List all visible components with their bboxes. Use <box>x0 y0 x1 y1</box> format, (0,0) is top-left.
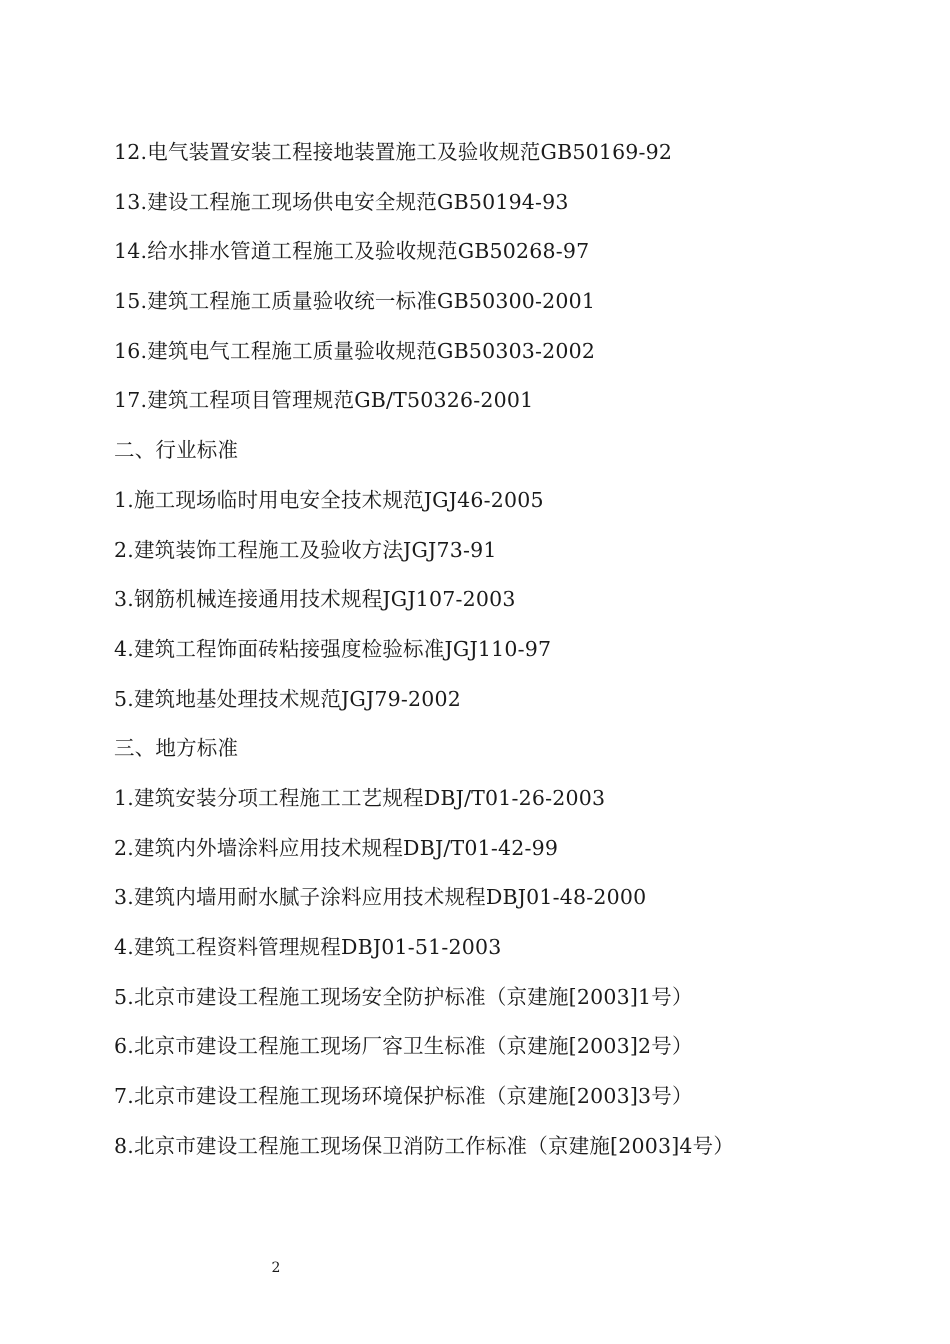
list-item: 2.建筑装饰工程施工及验收方法JGJ73-91 <box>114 537 497 562</box>
list-item: 7.北京市建设工程施工现场环境保护标准（京建施[2003]3号） <box>114 1084 693 1109</box>
page-number: 2 <box>271 1260 281 1276</box>
list-item: 8.北京市建设工程施工现场保卫消防工作标准（京建施[2003]4号） <box>114 1133 735 1158</box>
section-heading-industry: 二、行业标准 <box>114 438 239 463</box>
standards-list <box>114 131 914 1174</box>
list-item: 12.电气装置安装工程接地装置施工及验收规范GB50169-92 <box>114 140 673 164</box>
section-heading-local: 三、地方标准 <box>114 736 239 761</box>
list-item: 6.北京市建设工程施工现场厂容卫生标准（京建施[2003]2号） <box>114 1034 693 1059</box>
list-item: 16.建筑电气工程施工质量验收规范GB50303-2002 <box>114 338 596 363</box>
list-item: 5.北京市建设工程施工现场安全防护标准（京建施[2003]1号） <box>114 984 693 1009</box>
list-item: 4.建筑工程饰面砖粘接强度检验标准JGJ110-97 <box>114 636 552 661</box>
list-item: 1.施工现场临时用电安全技术规范JGJ46-2005 <box>114 487 544 512</box>
list-item: 5.建筑地基处理技术规范JGJ79-2002 <box>114 686 461 711</box>
list-item: 14.给水排水管道工程施工及验收规范GB50268-97 <box>114 239 590 264</box>
list-item: 15.建筑工程施工质量验收统一标准GB50300-2001 <box>114 289 596 314</box>
list-item: 3.建筑内墙用耐水腻子涂料应用技术规程DBJ01-48-2000 <box>114 885 647 910</box>
list-item: 2.建筑内外墙涂料应用技术规程DBJ/T01-42-99 <box>114 835 559 860</box>
list-item: 1.建筑安装分项工程施工工艺规程DBJ/T01-26-2003 <box>114 785 606 810</box>
list-item: 13.建设工程施工现场供电安全规范GB50194-93 <box>114 189 569 214</box>
list-item: 4.建筑工程资料管理规程DBJ01-51-2003 <box>114 935 502 959</box>
list-item: 3.钢筋机械连接通用技术规程JGJ107-2003 <box>114 587 516 612</box>
list-item: 17.建筑工程项目管理规范GB/T50326-2001 <box>114 388 534 413</box>
